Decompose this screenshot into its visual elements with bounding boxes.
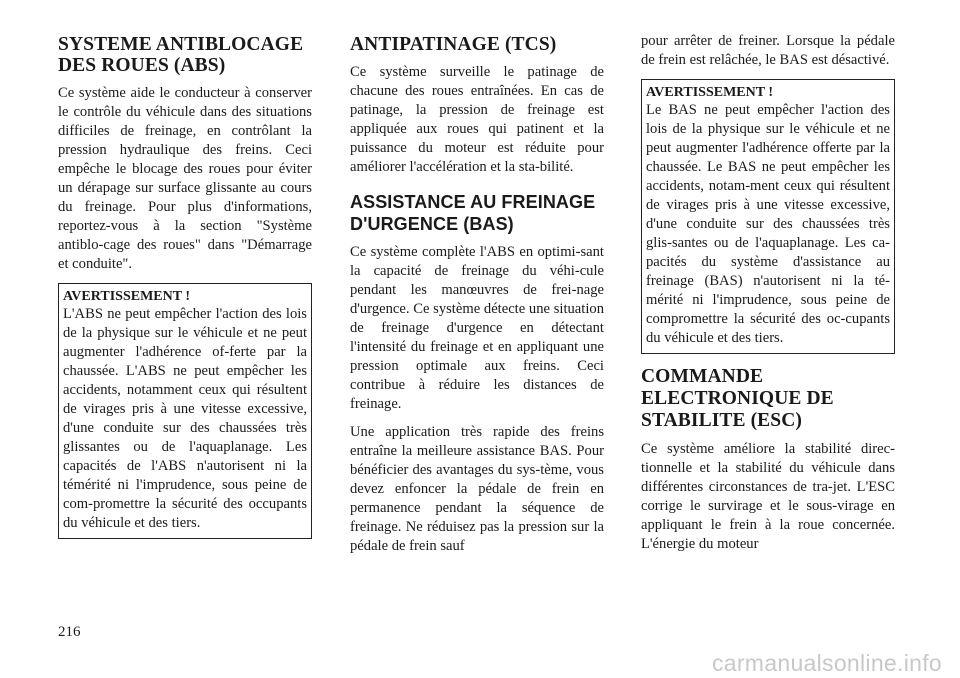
paragraph-abs-description: Ce système aide le conducteur à conserver le contrôle du véhicule dans des situations difficiles de freinage, en contrôlant la pression hydraulique des freins. Ceci empêche le blocage des roues pour éviter un dérapage sur surface glissante au cours du freinage. Pour plus d'informations, reportez-vous à la section "Système antiblo-cage des roues" dans "Démarrage et conduite". — [58, 85, 312, 272]
warning-box-bas — [641, 79, 895, 354]
section-heading-esc: COMMANDE ELECTRONIQUE DE STABILITE (ESC) — [641, 366, 834, 431]
column-middle — [350, 34, 604, 565]
column-left — [58, 34, 312, 547]
paragraph-esc-description: Ce système améliore la stabilité direc-tionnelle et la stabilité du véhicule dans différentes circonstances de tra-jet. L'ESC corrige le survirage et le sous-virage en appliquant le frein à la roue concernée. L'énergie du moteur — [641, 441, 895, 552]
section-heading-bas: ASSISTANCE AU FREINAGE D'URGENCE (BAS) — [350, 192, 596, 234]
section-heading-abs: SYSTEME ANTIBLOCAGE DES ROUES (ABS) — [58, 34, 304, 76]
warning-text: L'ABS ne peut empêcher l'action des lois de la physique sur le véhicule et ne peut augmenter l'adhérence of-ferte par la chaussée. L'ABS ne peut empêcher les accidents, notamment ceux qui résultent de virages pris à une vitesse excessive, d'une conduite sur des chaussées très glissantes ou de l'aquaplanage. Les capacités de l'ABS n'autorisent ni la témérité ni l'imprudence, sous peine de com-promettre la sécurité des occupants du véhicule et des tiers. — [63, 306, 307, 531]
warning-title: AVERTISSEMENT ! — [63, 289, 190, 304]
page-number: 216 — [58, 624, 81, 640]
paragraph-tcs-description: Ce système surveille le patinage de chacune des roues entraînées. En cas de patinage, la pression de freinage est appliquée aux roues qui patinent et la puissance du moteur est réduite pour améliorer l'accélération et la sta-bilité. — [350, 64, 604, 175]
warning-box-abs — [58, 283, 312, 539]
paragraph-bas-continued: pour arrêter de freiner. Lorsque la pédale de frein est relâchée, le BAS est désactivé. — [641, 33, 895, 68]
watermark-link[interactable]: carmanualsonline.info — [711, 650, 942, 676]
paragraph-bas-description: Ce système complète l'ABS en optimi-sant la capacité de freinage du véhi-cule pendant les manœuvres de frei-nage d'urgence. Ce système détecte une situation de freinage d'urgence en détectant l'intensité du freinage et en appliquant une pression optimale aux freins. Ceci contribue à réduire les distances de freinage. — [350, 244, 604, 412]
section-heading-tcs: ANTIPATINAGE (TCS) — [350, 34, 557, 55]
warning-text: Le BAS ne peut empêcher l'action des lois de la physique sur le véhicule et ne peut augmenter l'adhérence offerte par la chaussée. Le BAS ne peut empêcher les accidents, notam-ment ceux qui résultent de virages pris à une vitesse excessive, d'une conduite sur des chaussées très glis-santes ou de l'aquaplanage. Les ca-pacités du système d'assistance au freinage (BAS) n'autorisent ni la té-mérité ni l'imprudence, sous peine de compromettre la sécurité des oc-cupants du véhicule et des tiers. — [646, 102, 890, 346]
column-right — [641, 32, 895, 563]
paragraph-bas-usage: Une application très rapide des freins entraîne la meilleure assistance BAS. Pour bénéficier des avantages du sys-tème, vous devez enfoncer la pédale de frein en permanence pendant la séquence de freinage. Ne réduisez pas la pression sur la pédale de frein sauf — [350, 424, 604, 554]
warning-title: AVERTISSEMENT ! — [646, 85, 773, 100]
